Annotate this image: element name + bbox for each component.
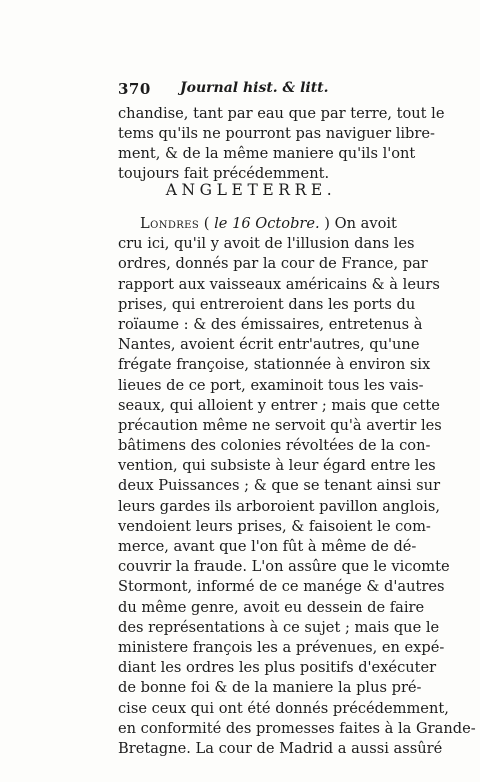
continuation-paragraph [118, 104, 445, 184]
text-line: vendoient leurs prises, & faisoient le com- [118, 517, 431, 535]
text-line: ordres, donnés par la cour de France, par [118, 255, 428, 273]
text-line: tems qu'ils ne pourront pas naviguer libre- [118, 125, 435, 142]
text-line: ministere françois les a prévenues, en expé- [118, 638, 445, 656]
text-line: de bonne foi & de la maniere la plus pré- [118, 679, 422, 697]
section-heading: ANGLETERRE. [165, 181, 337, 199]
text-line: leurs gardes ils arboroient pavillon anglois, [118, 497, 440, 515]
text-line: précaution même ne servoit qu'à avertir les [118, 416, 442, 434]
running-head [118, 80, 400, 102]
dateline-paren-close: ) [319, 215, 335, 232]
text-line: frégate françoise, stationnée à environ six [118, 356, 431, 374]
text-line: toujours fait précédemment. [118, 165, 330, 182]
text-line: couvrir la fraude. L'on assûre que le vicomte [118, 558, 450, 576]
text-line: roïaume : & des émissaires, entretenus à [118, 315, 423, 333]
text-line: lieues de ce port, examinoit tous les vais- [118, 376, 424, 394]
text-line: du même genre, avoit eu dessein de faire [118, 598, 425, 616]
text-line: Nantes, avoient écrit entr'autres, qu'une [118, 336, 420, 354]
text-line: merce, avant que l'on fût à même de dé- [118, 538, 417, 555]
journal-title: Journal hist. & litt. [180, 80, 329, 96]
text-line: cru ici, qu'il y avoit de l'illusion dans les [118, 235, 415, 253]
dateline-date: le 16 Octobre. [214, 215, 320, 232]
text-line: diant les ordres les plus positifs d'exécuter [118, 659, 437, 677]
text-line: des représentations à ce sujet ; mais que le [118, 618, 440, 636]
article-paragraph [118, 214, 476, 759]
text-line: ment, & de la même maniere qu'ils l'ont [118, 145, 416, 162]
page-number: 370 [118, 80, 151, 98]
text-line: deux Puissances ; & que se tenant ainsi sur [118, 477, 441, 495]
text-line: Stormont, informé de ce manége & d'autres [118, 578, 445, 596]
text-line: en conformité des promesses faites à la Grande- [118, 719, 476, 737]
text-line: chandise, tant par eau que par terre, tout le [118, 105, 445, 122]
text-line: vention, qui subsiste à leur égard entre les [118, 457, 436, 475]
dateline-city: Londres [140, 215, 200, 232]
text-line: cise ceux qui ont été donnés précédemment, [118, 699, 449, 717]
text-line: prises, qui entreroient dans les ports du [118, 295, 416, 313]
article-lead-words: On avoit [334, 215, 397, 232]
text-line: rapport aux vaisseaux américains & à leurs [118, 275, 440, 293]
text-line: Bretagne. La cour de Madrid a aussi assûré [118, 739, 443, 757]
text-line: bâtimens des colonies révoltées de la con- [118, 437, 431, 455]
dateline-paren-open: ( [199, 215, 215, 232]
article-first-line [118, 214, 397, 234]
text-line: seaux, qui alloient y entrer ; mais que cette [118, 396, 440, 414]
